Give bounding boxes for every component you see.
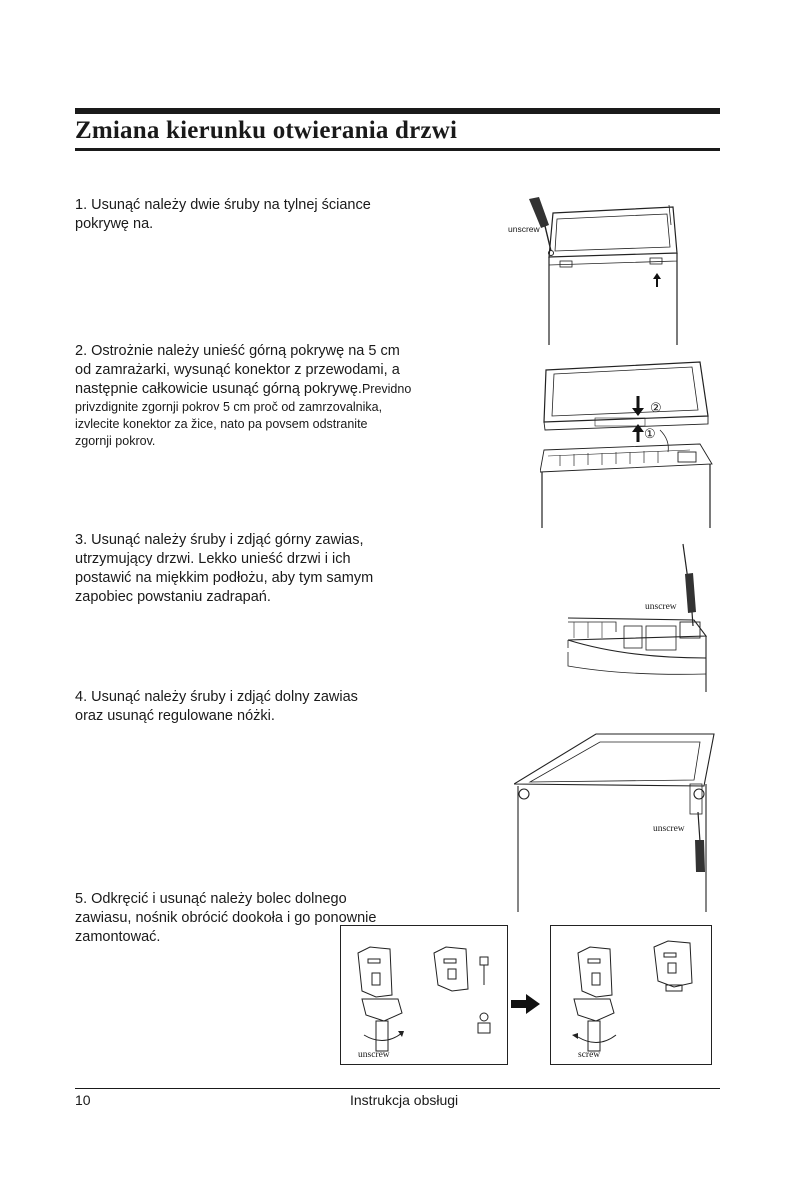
- step-4-illustration: [514, 732, 719, 912]
- step-2-extra-line: izvlecite konektor za žice, nato pa povsem odstranite: [75, 417, 368, 431]
- step-3-line: utrzymujący drzwi. Lekko unieść drzwi i ich: [75, 551, 351, 567]
- screwdriver-icon: [695, 812, 705, 872]
- step-5-line: 5. Odkręcić i usunąć należy bolec dolnego: [75, 891, 347, 907]
- step-3-text: [75, 531, 373, 607]
- step-3-line: 3. Usunąć należy śruby i zdjąć górny zawias,: [75, 532, 364, 548]
- step-5-line: zamontować.: [75, 929, 161, 945]
- step-5-line: zawiasu, nośnik obrócić dookoła i go ponownie: [75, 910, 377, 926]
- marker-2-label: ②: [650, 400, 662, 415]
- arrow-right-icon: [510, 993, 542, 1015]
- screwdriver-icon: [683, 544, 696, 626]
- step-2-illustration: [540, 360, 720, 528]
- page-header: [75, 108, 720, 152]
- marker-1-label: ①: [644, 426, 656, 441]
- unscrew-label: unscrew: [508, 224, 540, 234]
- unscrew-label: unscrew: [645, 602, 677, 612]
- step-4-text: [75, 688, 358, 726]
- header-rule-bottom: [75, 148, 720, 151]
- footer-rule: [75, 1088, 720, 1089]
- step-5-text: [75, 890, 376, 947]
- step-1-illustration: [505, 195, 685, 345]
- step-3-illustration: [566, 540, 711, 692]
- step-5-unscrew-panel: [340, 925, 508, 1065]
- screw-label: screw: [578, 1050, 601, 1060]
- step-2-extra-inline: Previdno: [361, 382, 412, 396]
- step-1-line: pokrywę na.: [75, 216, 154, 232]
- step-1-line: 1. Usunąć należy dwie śruby na tylnej ściance: [75, 197, 371, 213]
- step-2-line: od zamrażarki, wysunąć konektor z przewodami, a: [75, 362, 400, 378]
- step-2-extra-line: zgornji pokrov.: [75, 434, 156, 448]
- step-1-text: [75, 196, 371, 234]
- step-2-line: 2. Ostrożnie należy unieść górną pokrywę na 5 cm: [75, 343, 400, 359]
- step-3-line: postawić na miękkim podłożu, aby tym samym: [75, 570, 374, 586]
- step-5-screw-panel: [550, 925, 712, 1065]
- step-4-line: 4. Usunąć należy śruby i zdjąć dolny zawias: [75, 689, 358, 705]
- step-3-line: zapobiec powstaniu zadrapań.: [75, 589, 271, 605]
- page-number: 10: [75, 1092, 91, 1108]
- step-2-line: następnie całkowicie usunąć górną pokrywę.: [75, 381, 362, 397]
- step-2-extra-line: privzdignite zgornji pokrov 5 cm proč od zamrzovalnika,: [75, 400, 383, 414]
- page-title: Zmiana kierunku otwierania drzwi: [75, 117, 458, 144]
- footer-title: Instrukcja obsługi: [350, 1092, 459, 1108]
- unscrew-label: unscrew: [358, 1050, 390, 1060]
- unscrew-label: unscrew: [653, 824, 685, 834]
- step-4-line: oraz usunąć regulowane nóżki.: [75, 708, 275, 724]
- header-rule-top: [75, 108, 720, 114]
- step-2-text: [75, 342, 411, 450]
